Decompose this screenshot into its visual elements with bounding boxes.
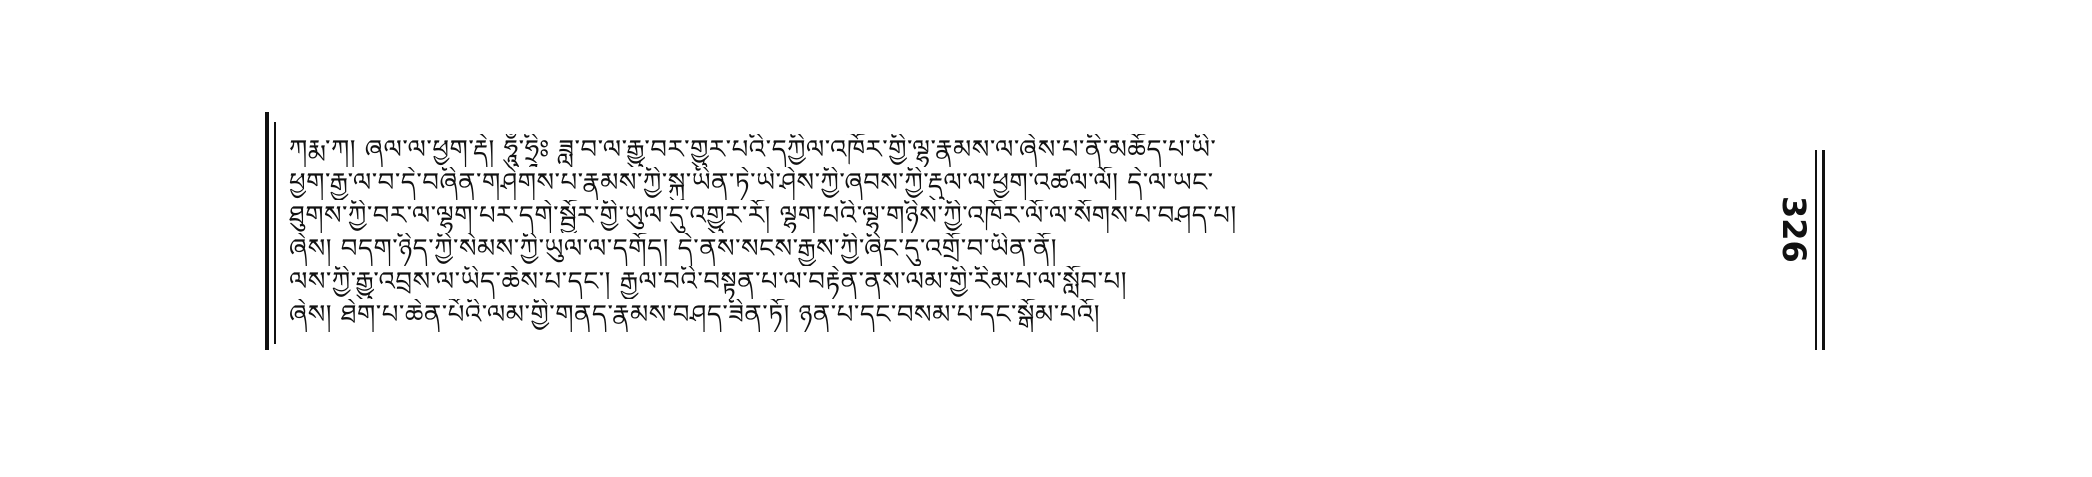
page-number: 326 [1775,196,1813,263]
right-border-rule [1822,150,1825,350]
text-line: ལས་ཀྱི་རྒྱུ་འབྲས་ལ་ཡིད་ཆེས་པ་དང་། རྒྱལ་བའི་བསྟན་པ་ལ་བརྟེན་ནས་ལམ་གྱི་རིམ་པ་ལ་སློབ་པ། [289,267,1128,297]
text-line: ཐུགས་ཀྱི་བར་ལ་ལྷག་པར་དགེ་སྦྱོར་གྱི་ཡུལ་དུ་འགྱུར་རོ། ལྷག་པའི་ལྷ་གཉིས་ཀྱི་འཁོར་ལོ་ལ་སོགས་པ་བཤད་པ། [289,201,1237,231]
left-inner-border-rule [274,122,276,344]
text-line: ཞེས། ཐེག་པ་ཆེན་པོའི་ལམ་གྱི་གནད་རྣམས་བཤད་ཟིན་ཏོ། ཉན་པ་དང་བསམ་པ་དང་སྒོམ་པའོ། [289,300,1101,330]
left-border-rule [265,112,269,350]
right-inner-border-rule [1815,150,1817,350]
folio-frame [265,112,1825,355]
text-line: ཞེས། བདག་ཉིད་ཀྱི་སེམས་ཀྱི་ཡུལ་ལ་དགོད། དེ་ནས་སངས་རྒྱས་ཀྱི་ཞིང་དུ་འགྲོ་བ་ཡིན་ནོ། [289,234,1058,264]
text-line: ཕྱག་རྒྱ་ལ་བ་དེ་བཞིན་གཤེགས་པ་རྣམས་ཀྱི་སྐུ་ཡིན་ཏེ་ཡེ་ཤེས་ཀྱི་ཞབས་ཀྱི་རྡུལ་ལ་ཕྱག་འཚལ་ལོ། དེ་ལ་ཡང་ [289,168,1214,198]
text-line: ཀརྨ་ཀ། ཞལ་ལ་ཕྱག་རྡེ། ཧཱུྃ་ཧྲཱིཿ ཟླ་བ་ལ་རྒྱུ་བར་གྱུར་པའི་དཀྱིལ་འཁོར་གྱི་ལྷ་རྣམས་ལ་ཞེས་པ་ནི་མཆོད་པ་ཡི་ [289,135,1217,165]
text-block [289,134,1789,332]
